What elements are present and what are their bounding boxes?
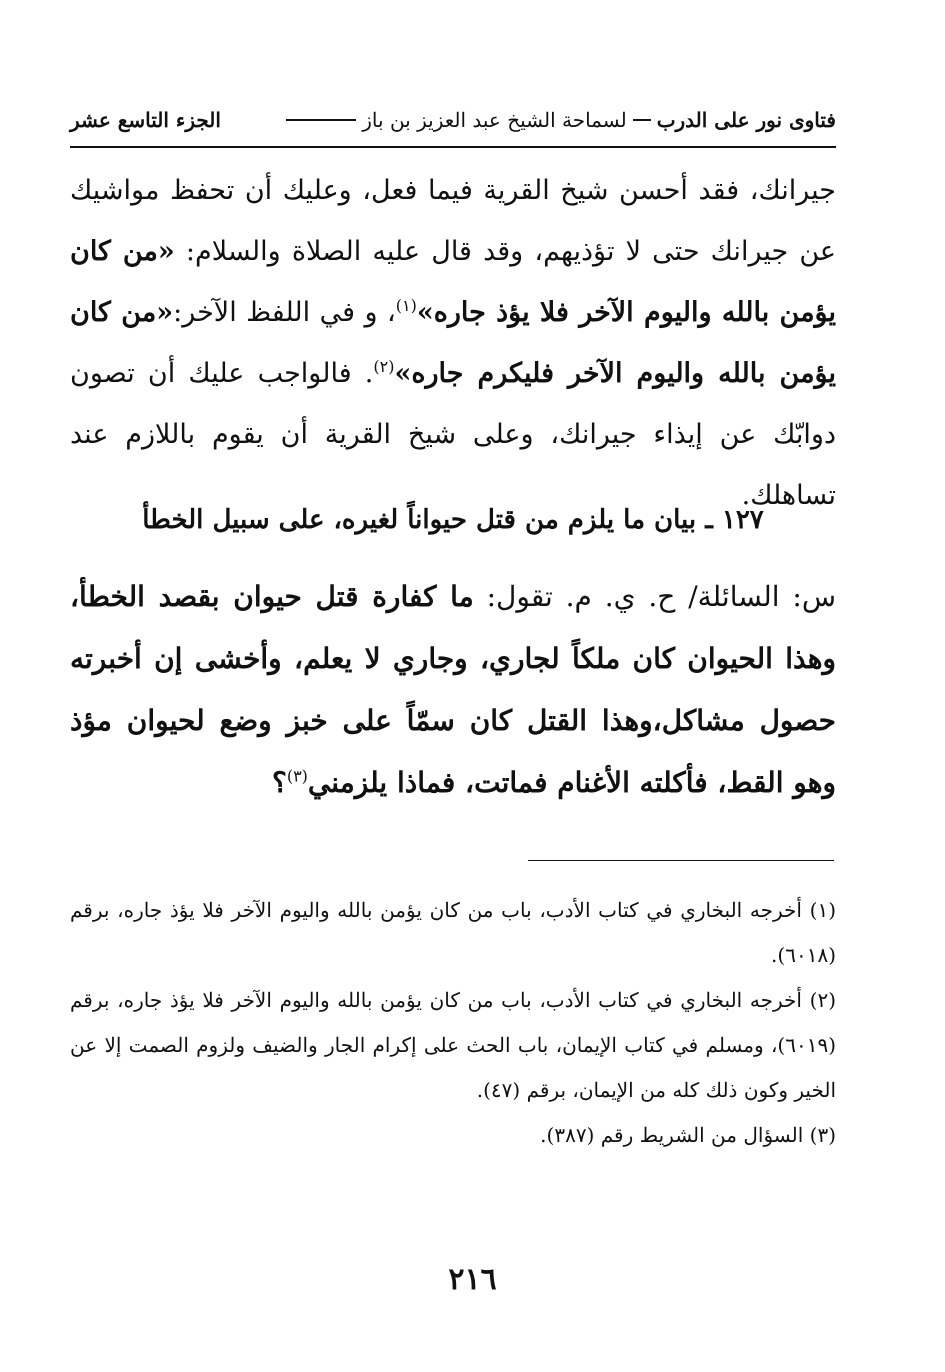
footnote-ref: (٢) — [373, 357, 395, 376]
footnote-ref: (٣) — [286, 766, 308, 786]
question-paragraph — [70, 566, 836, 814]
header-rule — [70, 146, 836, 148]
volume-part: الجزء التاسع عشر — [70, 108, 221, 132]
header-dash-separator — [633, 119, 651, 121]
paragraph-text: ، و في اللفظ الآخر: — [173, 297, 396, 328]
hadith-quote: «من كان يؤمن بالله واليوم الآخر فليكرم جاره» — [70, 297, 836, 389]
page-number: ٢١٦ — [448, 1262, 497, 1297]
footnote-item: (٢) أخرجه البخاري في كتاب الأدب، باب من كان يؤمن بالله واليوم الآخر فلا يؤذ جاره، برقم (٦٠١٩)، ومسلم في كتاب الإيمان، باب الحث على إكرام الجار والضيف ولزوم الصمت إلا عن الخير وكون ذلك كله من الإيمان، برقم (٤٧). — [70, 988, 836, 1102]
footnote-item: (١) أخرجه البخاري في كتاب الأدب، باب من كان يؤمن بالله واليوم الآخر فلا يؤذ جاره، برقم (٦٠١٨). — [70, 898, 836, 967]
question-mark: ؟ — [271, 766, 287, 799]
header-long-dash — [286, 119, 356, 121]
author-line: لسماحة الشيخ عبد العزيز بن باز — [362, 108, 627, 132]
footnote-item: (٣) السؤال من الشريط رقم (٣٨٧). — [540, 1123, 836, 1147]
footnote-separator — [528, 860, 834, 861]
hadith-quote: «من كان يؤمن بالله واليوم الآخر فلا يؤذ جاره» — [70, 236, 837, 328]
question-body: ما كفارة قتل حيوان بقصد الخطأ، وهذا الحيوان كان ملكاً لجاري، وجاري لا يعلم، وأخشى إن أخبرته حصول مشاكل،وهذا القتل كان سمّاً على خبز وضع لحيوان مؤذ وهو القط، فأكلته الأغنام فماتت، فماذا يلزمني — [70, 580, 837, 799]
book-title: فتاوى نور على الدرب — [656, 108, 836, 132]
paragraph-text: جيرانك، فقد أحسن شيخ القرية فيما فعل، وعليك أن تحفظ مواشيك عن جيرانك حتى لا تؤذيهم، وقد قال عليه الصلاة والسلام: — [70, 175, 836, 267]
continuation-paragraph — [70, 160, 836, 526]
footnotes — [70, 888, 836, 1158]
section-heading: ١٢٧ ـ بيان ما يلزم من قتل حيواناً لغيره، على سبيل الخطأ — [142, 505, 764, 535]
footnote-ref: (١) — [395, 296, 417, 315]
running-header — [70, 102, 836, 138]
question-intro: س: السائلة/ ح. ي. م. تقول: — [473, 580, 836, 613]
paragraph-text: . فالواجب عليك أن تصون دوابّك عن إيذاء جيرانك، وعلى شيخ القرية أن يقوم باللازم عند تساهلك. — [70, 358, 836, 511]
